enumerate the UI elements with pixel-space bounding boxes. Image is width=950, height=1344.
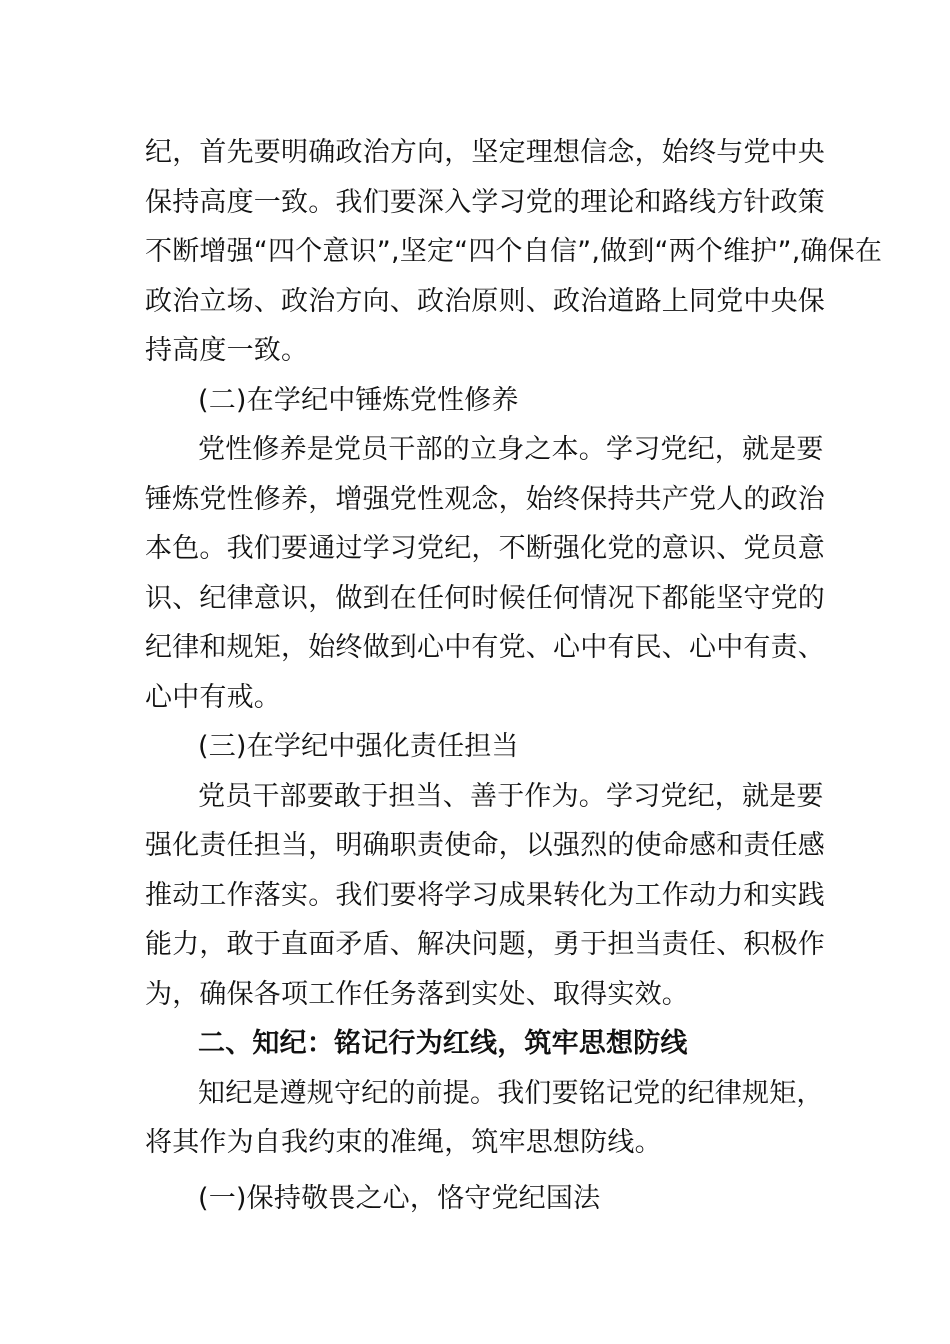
text-line: 能力，敢于直面矛盾、解决问题，勇于担当责任、积极作	[145, 929, 825, 960]
text-line: 政治立场、政治方向、政治原则、政治道路上同党中央保	[145, 285, 825, 317]
chapter-heading: 二、知纪：铭记行为红线，筑牢思想防线	[198, 1028, 688, 1059]
text-line: 推动工作落实。我们要将学习成果转化为工作动力和实践	[145, 879, 825, 911]
section-heading: (一)保持敬畏之心，恪守党纪国法	[198, 1182, 601, 1214]
text-line: 为，确保各项工作任务落到实处、取得实效。	[145, 978, 689, 1010]
text-line: 心中有戒。	[145, 681, 281, 713]
paragraph-start-line: 党性修养是党员干部的立身之本。学习党纪，就是要	[198, 434, 824, 465]
text-line: 保持高度一致。我们要深入学习党的理论和路线方针政策	[145, 186, 825, 218]
text-line: 强化责任担当，明确职责使命，以强烈的使命感和责任感	[145, 830, 825, 861]
text-line: 不断增强“四个意识”,坚定“四个自信”,做到“两个维护”,确保在	[145, 236, 883, 267]
paragraph-start-line: 知纪是遵规守纪的前提。我们要铭记党的纪律规矩，	[198, 1077, 824, 1109]
text-line: 纪律和规矩，始终做到心中有党、心中有民、心中有责、	[145, 632, 825, 663]
text-line: 持高度一致。	[145, 335, 309, 366]
section-heading: (三)在学纪中强化责任担当	[198, 731, 519, 762]
text-line: 本色。我们要通过学习党纪，不断强化党的意识、党员意	[145, 533, 825, 564]
text-line: 识、纪律意识，做到在任何时候任何情况下都能坚守党的	[145, 582, 825, 614]
section-heading: (二)在学纪中锤炼党性修养	[198, 384, 519, 416]
text-line: 纪，首先要明确政治方向，坚定理想信念，始终与党中央	[145, 137, 825, 168]
document-body	[145, 128, 883, 1223]
paragraph-start-line: 党员干部要敢于担当、善于作为。学习党纪，就是要	[198, 780, 824, 812]
text-line: 将其作为自我约束的准绳，筑牢思想防线。	[145, 1127, 662, 1158]
text-line: 锤炼党性修养，增强党性观念，始终保持共产党人的政治	[145, 483, 825, 515]
